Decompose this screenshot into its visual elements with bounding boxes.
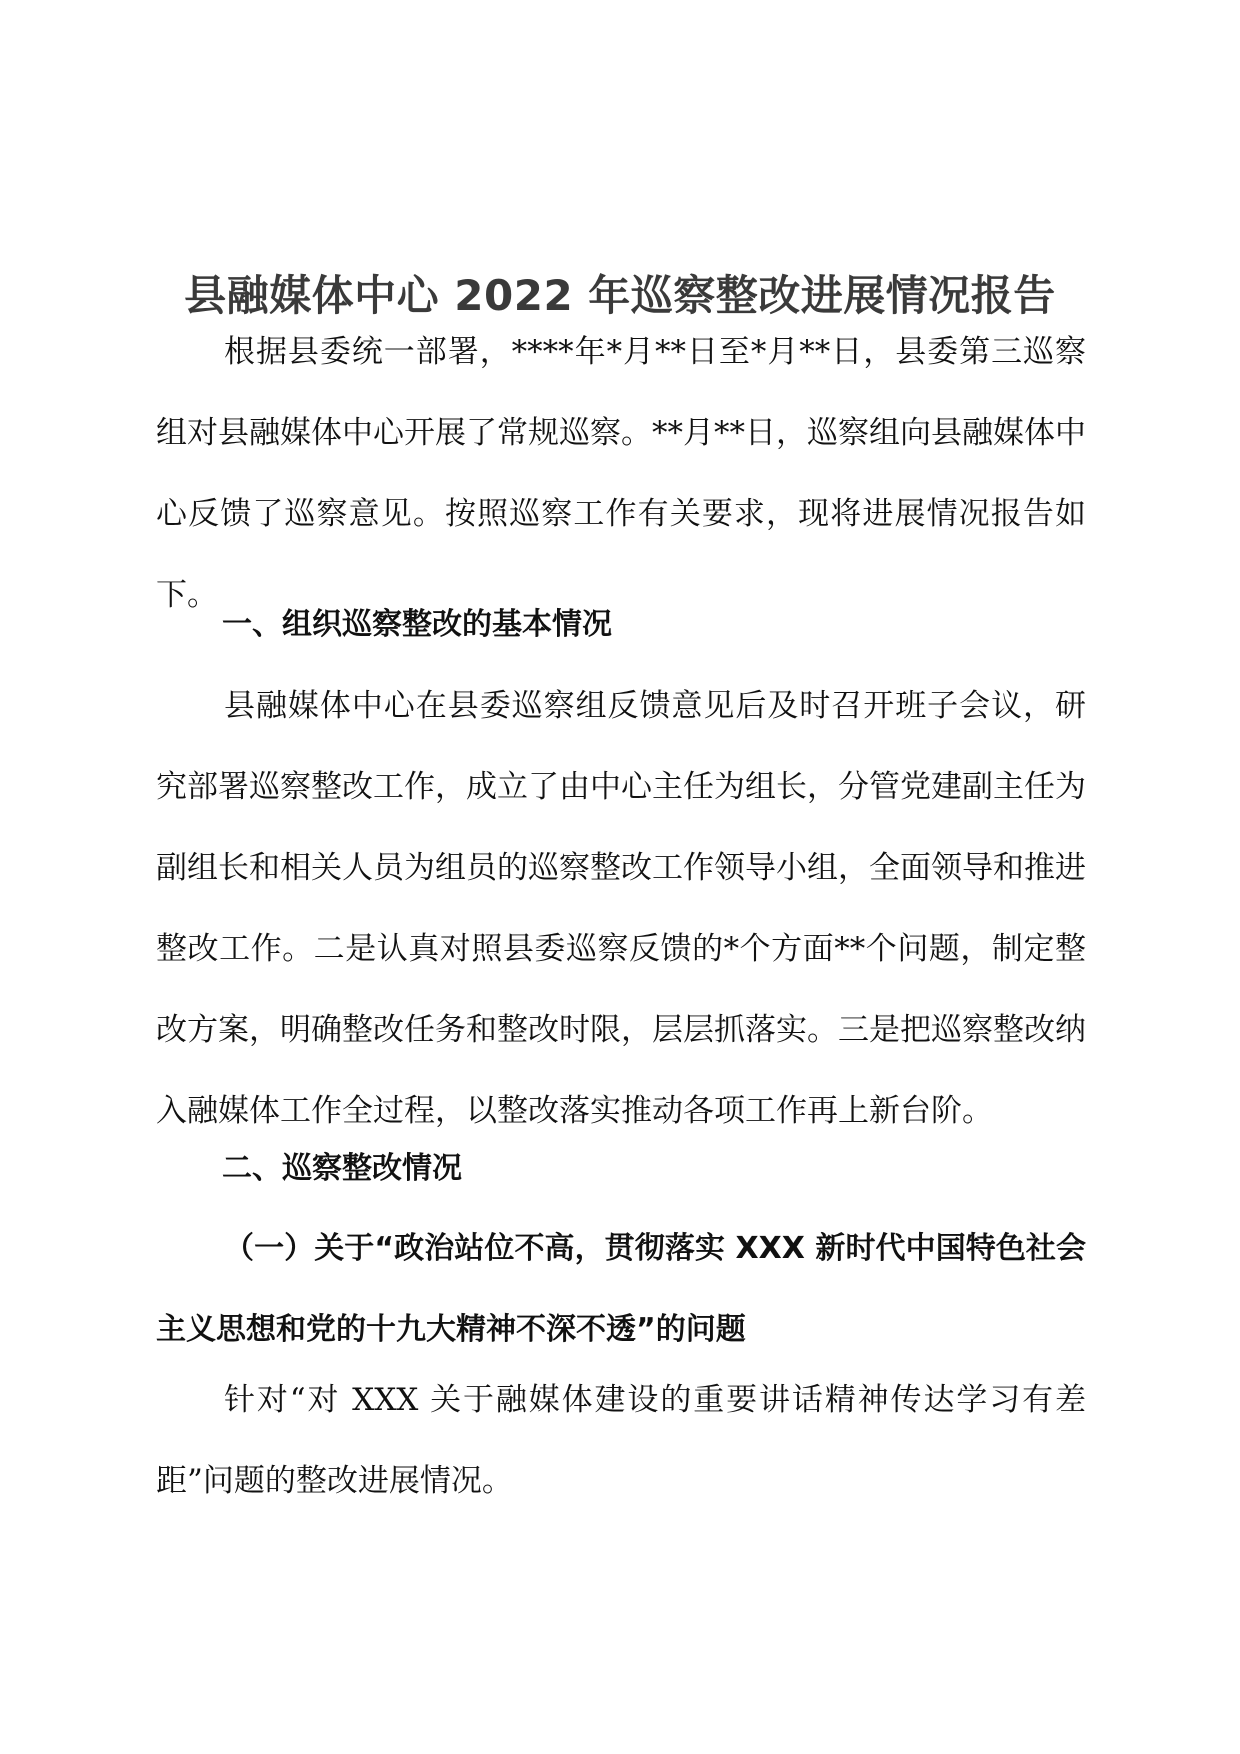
subsection-1-paragraph: 针对“对 XXX 关于融媒体建设的重要讲话精神传达学习有差距”问题的整改进展情况。 [156, 1382, 1086, 1499]
document-title: 县融媒体中心 2022 年巡察整改进展情况报告 [184, 271, 1056, 321]
section-1-paragraph: 县融媒体中心在县委巡察组反馈意见后及时召开班子会议，研究部署巡察整改工作，成立了由中心主任为组长，分管党建副主任为副组长和相关人员为组员的巡察整改工作领导小组，全面领导和推进整改工作。二是认真对照县委巡察反馈的*个方面**个问题，制定整改方案，明确整改任务和整改时限，层层抓落实。三是把巡察整改纳入融媒体工作全过程，以整改落实推动各项工作再上新台阶。 [156, 688, 1086, 1129]
subsection-1-heading: （一）关于“政治站位不高，贯彻落实 XXX 新时代中国特色社会主义思想和党的十九大精神不深不透”的问题 [156, 1231, 1086, 1347]
section-1-heading: 一、组织巡察整改的基本情况 [222, 607, 612, 642]
section-2-heading: 二、巡察整改情况 [222, 1151, 462, 1186]
intro-paragraph: 根据县委统一部署，****年*月**日至*月**日，县委第三巡察组对县融媒体中心开展了常规巡察。**月**日，巡察组向县融媒体中心反馈了巡察意见。按照巡察工作有关要求，现将进展情况报告如下。 [156, 334, 1086, 613]
